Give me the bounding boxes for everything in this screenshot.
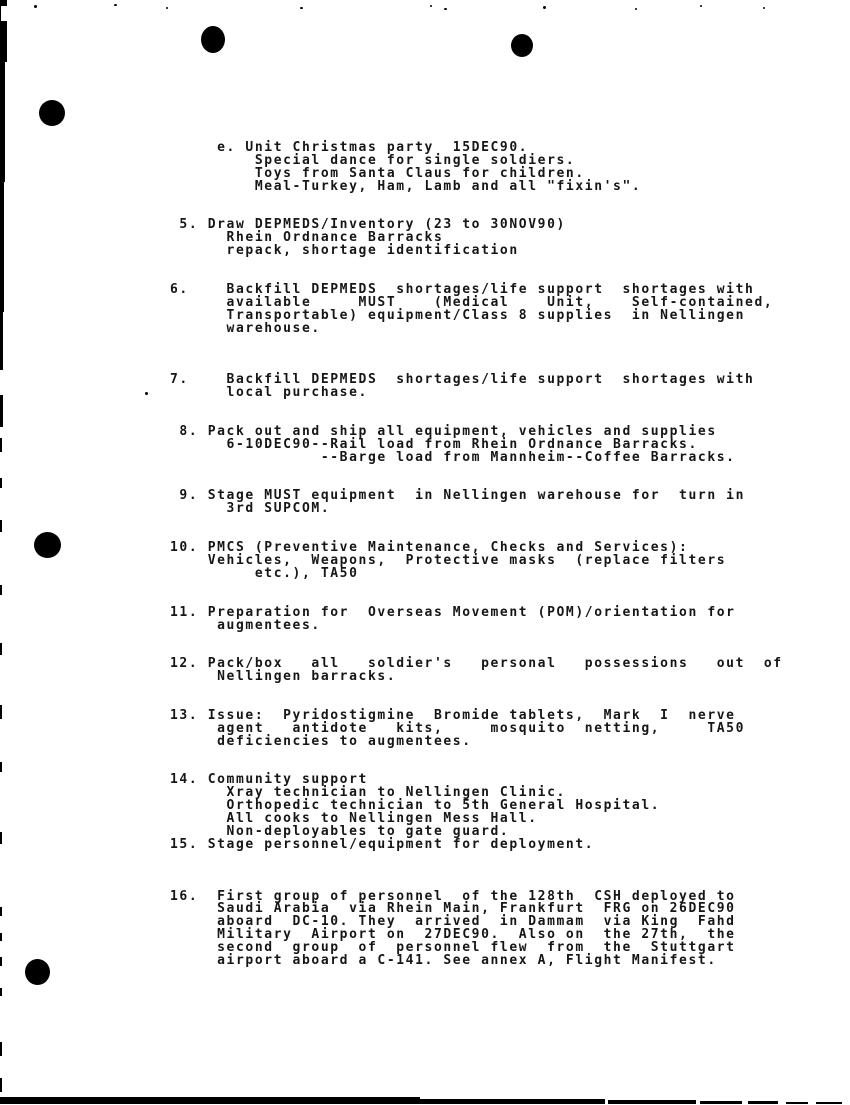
left-edge-scan-bar bbox=[0, 762, 2, 772]
bottom-edge-scan-bar bbox=[816, 1102, 842, 1104]
left-edge-scan-bar bbox=[0, 395, 3, 427]
text-line: Xray technician to Nellingen Clinic. bbox=[170, 785, 566, 801]
text-line: 14. Community support bbox=[170, 772, 368, 788]
scan-speck bbox=[444, 8, 447, 10]
text-line bbox=[170, 632, 783, 645]
bottom-edge-scan-bar bbox=[786, 1102, 808, 1104]
scan-speck bbox=[430, 5, 432, 7]
text-line: etc.), TA50 bbox=[170, 565, 359, 581]
scan-speck bbox=[166, 7, 168, 9]
text-line: repack, shortage identification bbox=[170, 243, 519, 259]
text-line: 5. Draw DEPMEDS/Inventory (23 to 30NOV90) bbox=[170, 217, 566, 233]
text-line: aboard DC-10. They arrived in Dammam via King Fahd bbox=[170, 914, 736, 930]
text-line: airport aboard a C-141. See annex A, Flight Manifest. bbox=[170, 953, 717, 969]
text-line: Saudi Arabia via Rhein Main, Frankfurt FRG on 26DEC90 bbox=[170, 901, 736, 917]
text-line bbox=[170, 258, 783, 271]
text-line: Special dance for single soldiers. bbox=[170, 152, 576, 168]
left-edge-scan-bar bbox=[0, 520, 2, 532]
left-edge-scan-bar bbox=[0, 988, 2, 996]
text-line bbox=[170, 749, 783, 762]
text-line: 16. First group of personnel of the 128th CSH deployed to bbox=[170, 888, 736, 904]
bottom-edge-scan-bar bbox=[748, 1101, 778, 1104]
hole-punch-mark bbox=[39, 100, 65, 126]
text-line: agent antidote kits, mosquito netting, TA50 bbox=[170, 720, 746, 736]
left-edge-scan-bar bbox=[0, 933, 2, 941]
text-line: local purchase. bbox=[170, 385, 368, 401]
text-line: Orthopedic technician to 5th General Hospital. bbox=[170, 798, 661, 814]
text-line: available MUST (Medical Unit, Self-contained, bbox=[170, 294, 774, 310]
left-edge-scan-bar bbox=[0, 478, 2, 488]
typewritten-text bbox=[170, 142, 783, 968]
scan-speck bbox=[700, 5, 702, 7]
text-line: 3rd SUPCOM. bbox=[170, 501, 331, 517]
scan-speck bbox=[34, 5, 37, 8]
text-line bbox=[170, 684, 783, 697]
text-line: Toys from Santa Claus for children. bbox=[170, 165, 585, 181]
text-line: 15. Stage personnel/equipment for deployment. bbox=[170, 836, 595, 852]
hole-punch-mark bbox=[511, 34, 533, 57]
scan-speck bbox=[145, 392, 148, 395]
text-line: Non-deployables to gate guard. bbox=[170, 824, 510, 840]
hole-punch-mark bbox=[25, 959, 50, 985]
text-line bbox=[170, 865, 783, 878]
text-line: 11. Preparation for Overseas Movement (POM)/orientation for bbox=[170, 604, 736, 620]
bottom-edge-scan-bar bbox=[420, 1099, 605, 1104]
left-edge-scan-bar bbox=[0, 957, 2, 966]
text-line: Transportable) equipment/Class 8 supplies in Nellingen bbox=[170, 307, 746, 323]
text-line: 13. Issue: Pyridostigmine Bromide tablets, Mark I nerve bbox=[170, 707, 736, 723]
bottom-edge-scan-bar bbox=[608, 1100, 696, 1104]
text-line: Nellingen barracks. bbox=[170, 669, 397, 685]
text-line: e. Unit Christmas party 15DEC90. bbox=[170, 140, 529, 155]
text-line: augmentees. bbox=[170, 617, 321, 633]
text-line: 8. Pack out and ship all equipment, vehicles and supplies bbox=[170, 423, 717, 439]
text-line bbox=[170, 400, 783, 413]
text-line bbox=[170, 581, 783, 594]
scan-speck bbox=[635, 8, 637, 10]
left-edge-scan-bar bbox=[0, 312, 3, 370]
left-edge-scan-bar bbox=[0, 1078, 2, 1092]
scan-speck bbox=[763, 7, 765, 9]
left-edge-scan-bar bbox=[0, 62, 5, 182]
text-line bbox=[170, 336, 783, 349]
text-line: 6-10DEC90--Rail load from Rhein Ordnance Barracks. bbox=[170, 436, 698, 452]
left-edge-scan-bar bbox=[0, 832, 2, 844]
text-line bbox=[170, 349, 783, 362]
bottom-edge-scan-bar bbox=[700, 1101, 742, 1104]
text-line: 7. Backfill DEPMEDS shortages/life support shortages with bbox=[170, 372, 755, 388]
scan-speck bbox=[114, 4, 117, 6]
text-line bbox=[170, 465, 783, 478]
text-line: --Barge load from Mannheim--Coffee Barracks. bbox=[170, 449, 736, 465]
text-line bbox=[170, 516, 783, 529]
left-edge-scan-bar bbox=[0, 585, 2, 595]
left-edge-scan-bar bbox=[0, 705, 2, 719]
text-line: Military Airport on 27DEC90. Also on the 27th, the bbox=[170, 927, 736, 943]
scan-speck bbox=[300, 7, 303, 9]
text-line: second group of personnel flew from the Stuttgart bbox=[170, 940, 736, 956]
hole-punch-mark bbox=[201, 26, 225, 53]
left-edge-scan-bar bbox=[0, 1042, 2, 1056]
hole-punch-mark bbox=[34, 532, 61, 558]
text-line: warehouse. bbox=[170, 320, 321, 336]
text-line: Rhein Ordnance Barracks bbox=[170, 230, 444, 246]
text-line: 10. PMCS (Preventive Maintenance, Checks and Services): bbox=[170, 540, 689, 556]
bottom-edge-scan-bar bbox=[0, 1097, 420, 1104]
text-line: Meal-Turkey, Ham, Lamb and all "fixin's". bbox=[170, 178, 642, 194]
text-line bbox=[170, 194, 783, 207]
text-line: All cooks to Nellingen Mess Hall. bbox=[170, 811, 538, 827]
text-line: Vehicles, Weapons, Protective masks (replace filters bbox=[170, 553, 727, 568]
left-edge-scan-bar bbox=[0, 643, 2, 655]
scan-bar-notch bbox=[1, 6, 7, 21]
text-line: 6. Backfill DEPMEDS shortages/life support shortages with bbox=[170, 281, 755, 297]
text-line: 12. Pack/box all soldier's personal possessions out of bbox=[170, 656, 783, 672]
text-line: 9. Stage MUST equipment in Nellingen warehouse for turn in bbox=[170, 488, 746, 504]
left-edge-scan-bar bbox=[0, 438, 2, 452]
left-edge-scan-bar bbox=[0, 907, 2, 916]
text-line: deficiencies to augmentees. bbox=[170, 733, 472, 749]
scan-speck bbox=[543, 6, 546, 9]
text-line bbox=[170, 852, 783, 865]
left-edge-scan-bar bbox=[0, 182, 4, 312]
